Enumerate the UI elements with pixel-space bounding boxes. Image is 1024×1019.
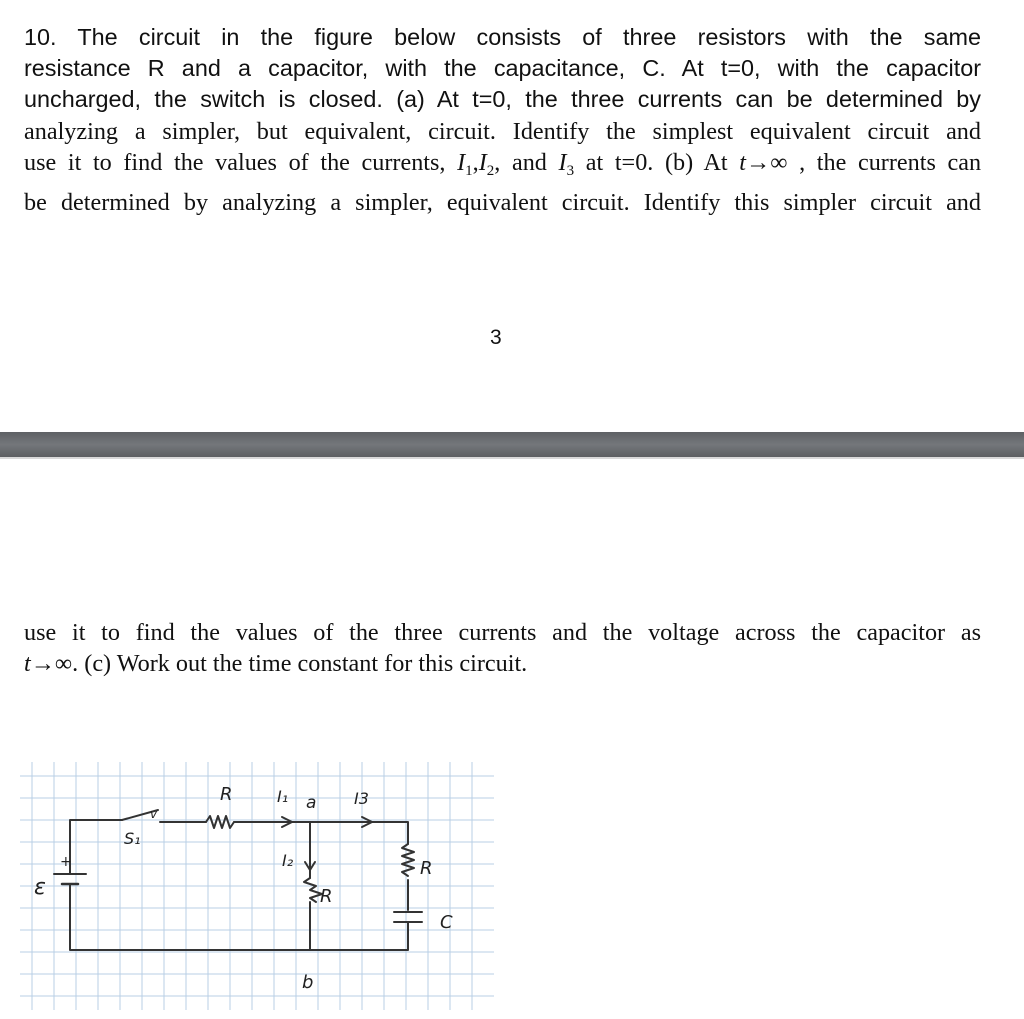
label-node-b: b [302, 972, 314, 993]
arrow-symbol: → [746, 148, 771, 176]
continuation-line-2 [24, 648, 981, 679]
label-resistor-middle: R [320, 886, 333, 907]
label-current-3: I3 [354, 789, 369, 808]
infinity-symbol: ∞ [770, 148, 788, 176]
current-symbol-3: I [558, 148, 567, 176]
label-emf: ε [34, 875, 46, 900]
time-symbol-2: t [24, 650, 31, 678]
label-current-1: I₁ [277, 787, 289, 806]
page-break-lip [0, 457, 1024, 459]
circuit-figure [20, 762, 494, 1010]
page-number: 3 [490, 326, 502, 349]
problem-line-1: 10. The circuit in the figure below consists of three resistors with the same [24, 24, 981, 50]
continuation-line-2-text: . (c) Work out the time constant for this circuit. [72, 650, 528, 678]
problem-line-2: resistance R and a capacitor, with the capacitance, C. At t=0, with the capacitor [24, 55, 981, 82]
label-v-mark: v [150, 807, 158, 821]
infinity-symbol-2: ∞ [54, 650, 73, 678]
label-plus: + [60, 854, 72, 870]
label-switch: S₁ [124, 829, 141, 848]
line5-post: , the currents can [799, 148, 982, 176]
current-symbol-2: I [478, 148, 487, 176]
label-node-a: a [306, 793, 317, 813]
circuit-wires [54, 810, 422, 950]
subscript-2: 2 [486, 162, 495, 179]
current-symbol-1: I [457, 148, 466, 176]
subscript-3: 3 [566, 162, 575, 179]
circuit-diagram [20, 762, 494, 1010]
problem-line-3 [24, 84, 981, 115]
problem-text [24, 22, 981, 218]
time-symbol: t [739, 148, 747, 176]
problem-line-5: use it to find the values of the currents, $I_1,I_2$, and $I_3$ at t=0. (b) At t→∞ , the currents can [24, 148, 982, 179]
continuation-text [24, 617, 981, 679]
subscript-1: 1 [465, 162, 473, 179]
line5-and: and [511, 148, 547, 176]
line5-pre: use it to find the values of the currents, [24, 148, 458, 176]
label-capacitor: C [440, 912, 453, 933]
arrow-symbol-2: → [30, 650, 55, 678]
graph-paper-grid [20, 762, 494, 1010]
line5-mid: at t=0. (b) At [585, 148, 728, 176]
problem-line-3-text: uncharged, the switch is closed. (a) At t=0, the three currents can be determined by [24, 86, 981, 113]
problem-line-6: be determined by analyzing a simpler, equivalent circuit. Identify this simpler circuit and [24, 188, 981, 216]
page-break-bar [0, 432, 1024, 457]
label-resistor-right: R [420, 858, 433, 879]
label-resistor-top: R [220, 784, 233, 805]
label-current-2: I₂ [282, 851, 294, 870]
continuation-line-1: use it to find the values of the three currents and the voltage across the capacitor as [24, 619, 981, 646]
problem-line-4: analyzing a simpler, but equivalent, circuit. Identify the simplest equivalent circuit and [24, 117, 981, 145]
